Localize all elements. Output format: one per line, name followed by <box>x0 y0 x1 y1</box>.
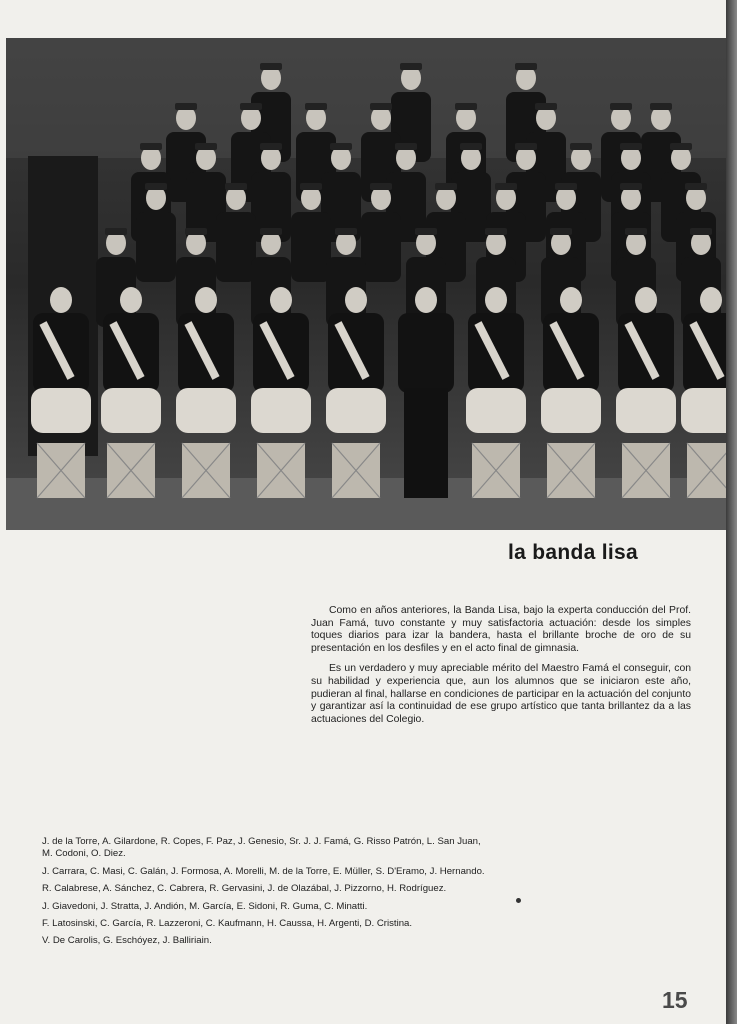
names-row: V. De Carolis, G. Eschóyez, J. Balliriain. <box>42 935 212 947</box>
page-edge <box>726 0 737 1024</box>
article-body <box>311 605 691 734</box>
page-number: 15 <box>662 987 688 1013</box>
names-caption <box>42 836 492 953</box>
band-group-photo <box>6 38 726 530</box>
names-row: J. Carrara, C. Masi, C. Galán, J. Formosa, A. Morelli, M. de la Torre, E. Müller, S. D'Eramo, J. Hernando. <box>42 865 485 877</box>
names-row: F. Latosinski, C. García, R. Lazzeroni, C. Kaufmann, H. Caussa, H. Argenti, D. Cristina. <box>42 918 413 930</box>
names-row: R. Calabrese, A. Sánchez, C. Cabrera, R. Gervasini, J. de Olazábal, J. Pizzorno, H. Rodríguez. <box>42 883 447 895</box>
paragraph: Como en años anteriores, la Banda Lisa, bajo la experta conducción del Prof. Juan Famá, tuvo constante y muy satisfactoria actuación: desde los simples toques diarios para izar la bandera, hasta el brillante broche de oro de su presentación en los desfiles y en el acto final de gimnasia. <box>311 605 691 654</box>
paragraph: Es un verdadero y muy apreciable mérito del Maestro Famá el conseguir, con su habilidad y experiencia que, aun los alumnos que se iniciaron este año, pudieran al final, hallarse en condiciones de participar en la actuación del conjunto y garantizar así la continuidad de ese grupo artístico que tanta brillantez da a las actuaciones del Colegio. <box>311 663 691 725</box>
ink-spot <box>516 898 521 903</box>
names-row: J. de la Torre, A. Gilardone, R. Copes, F. Paz, J. Genesio, Sr. J. J. Famá, G. Risso Patrón, L. San Juan, M. Codoni, O. Diez. <box>42 836 481 860</box>
names-row: J. Giavedoni, J. Stratta, J. Andión, M. García, E. Sidoni, R. Guma, C. Minatti. <box>42 900 368 912</box>
section-title: la banda lisa <box>508 541 638 564</box>
